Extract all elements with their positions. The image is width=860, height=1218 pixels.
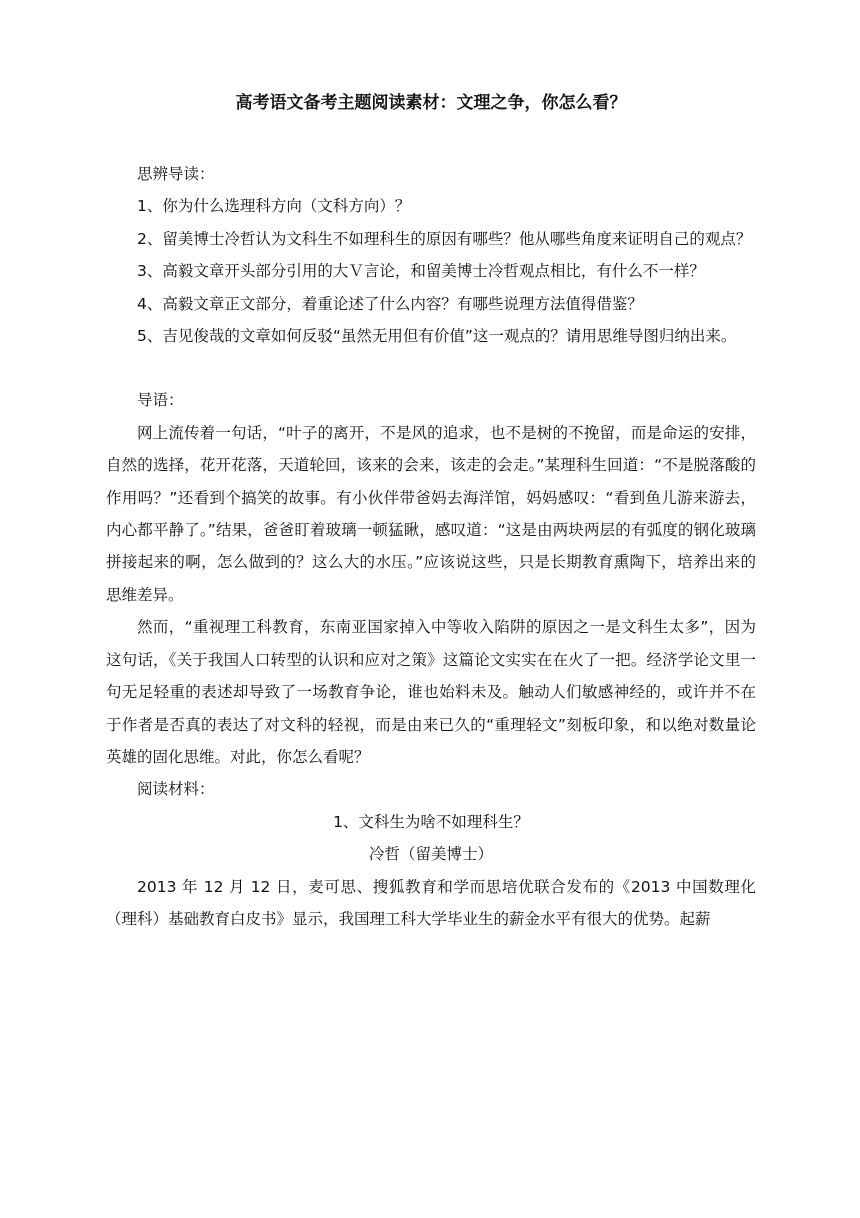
question-4: 4、高毅文章正文部分，着重论述了什么内容？有哪些说理方法值得借鉴？ [137, 294, 643, 313]
document-title: 高考语文备考主题阅读素材：文理之争，你怎么看？ [235, 93, 627, 113]
article-1-author: 冷哲（留美博士） [368, 845, 493, 864]
question-5: 5、吉见俊哉的文章如何反驳“虽然无用但有价值”这一观点的？请用思维导图归纳出来。 [137, 327, 737, 346]
question-2: 2、留美博士冷哲认为文科生不如理科生的原因有哪些？他从哪些角度来证明自己的观点？ [137, 229, 752, 248]
article-1-paragraph: 2013 年 12 月 12 日，麦可思、搜狐教育和学而思培优联合发布的《2013 中国数理化（理科）基础教育白皮书》显示，我国理工科大学毕业生的薪金水平有很大的优势。起薪 [106, 877, 756, 928]
section-spacer [106, 352, 756, 384]
article-1-title: 1、文科生为啥不如理科生？ [333, 812, 529, 831]
intro-heading: 导语： [137, 391, 184, 410]
document-page [106, 88, 756, 935]
question-3: 3、高毅文章开头部分引用的大Ｖ言论，和留美博士冷哲观点相比，有什么不一样？ [137, 262, 705, 281]
reading-heading: 阅读材料： [137, 780, 215, 799]
guide-heading: 思辨导读： [137, 165, 215, 183]
intro-paragraph-1: 网上流传着一句话，“叶子的离开，不是风的追求，也不是树的不挽留，而是命运的安排，自然的选择，花开花落，天道轮回，该来的会来，该走的会走。”某理科生回道：“不是脱落酸的作用吗？”还看到个搞笑的故事。有小伙伴带爸妈去海洋馆，妈妈感叹：“看到鱼儿游来游去，内心都平静了。”结果，爸爸盯着玻璃一顿猛瞅，感叹道：“这是由两块两层的有弧度的钢化玻璃拼接起来的啊，怎么做到的？这么大的水压。”应该说这些，只是长期教育熏陶下，培养出来的思维差异。 [106, 423, 756, 604]
question-1: 1、你为什么选理科方向（文科方向）？ [137, 197, 411, 216]
intro-paragraph-2: 然而，“重视理工科教育，东南亚国家掉入中等收入陷阱的原因之一是文科生太多”，因为这句话，《关于我国人口转型的认识和应对之策》这篇论文实实在在火了一把。经济学论文里一句无足轻重的表述却导致了一场教育争论，谁也始料未及。触动人们敏感神经的，或许并不在于作者是否真的表达了对文科的轻视，而是由来已久的“重理轻文”刻板印象，和以绝对数量论英雄的固化思维。对此，你怎么看呢？ [106, 618, 756, 766]
